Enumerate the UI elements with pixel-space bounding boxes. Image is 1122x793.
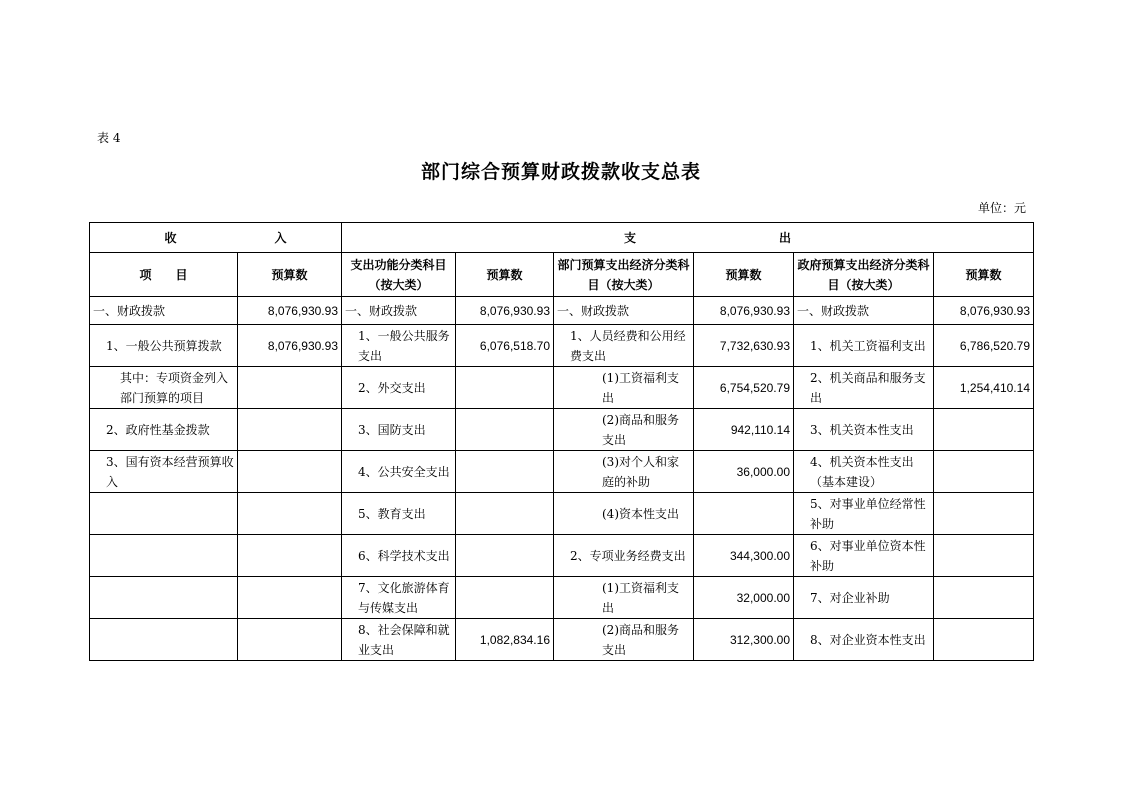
dept-econ-budget: 36,000.00	[694, 451, 794, 493]
income-header-char-1: 收	[164, 230, 177, 245]
dept-econ-item: (1)工资福利支出	[554, 577, 694, 619]
income-item	[90, 619, 238, 661]
table-row	[90, 577, 1034, 619]
table-row	[90, 367, 1034, 409]
income-item	[90, 493, 238, 535]
income-item: 3、国有资本经营预算收入	[90, 451, 238, 493]
income-budget	[238, 367, 342, 409]
gov-econ-budget	[934, 535, 1034, 577]
col-header-budget-4: 预算数	[934, 253, 1034, 297]
income-item: 一、财政拨款	[90, 297, 238, 325]
income-item	[90, 577, 238, 619]
section-header-row	[90, 223, 1034, 253]
column-header-row	[90, 253, 1034, 297]
unit-label: 单位：元	[977, 201, 1026, 215]
income-item: 1、一般公共预算拨款	[90, 325, 238, 367]
income-item: 2、政府性基金拨款	[90, 409, 238, 451]
income-budget: 8,076,930.93	[238, 297, 342, 325]
func-class-budget	[456, 535, 554, 577]
table-row	[90, 409, 1034, 451]
func-class-budget: 6,076,518.70	[456, 325, 554, 367]
gov-econ-budget: 8,076,930.93	[934, 297, 1034, 325]
dept-econ-item: 1、人员经费和公用经费支出	[554, 325, 694, 367]
col-header-gov-econ: 政府预算支出经济分类科目（按大类）	[794, 253, 934, 297]
income-budget	[238, 451, 342, 493]
table-row	[90, 297, 1034, 325]
col-header-dept-econ: 部门预算支出经济分类科目（按大类）	[554, 253, 694, 297]
func-class-item: 1、一般公共服务支出	[342, 325, 456, 367]
dept-econ-budget: 344,300.00	[694, 535, 794, 577]
income-budget	[238, 409, 342, 451]
func-class-budget	[456, 367, 554, 409]
col-header-budget-3: 预算数	[694, 253, 794, 297]
gov-econ-budget: 1,254,410.14	[934, 367, 1034, 409]
dept-econ-budget: 8,076,930.93	[694, 297, 794, 325]
gov-econ-item: 7、对企业补助	[794, 577, 934, 619]
dept-econ-budget: 312,300.00	[694, 619, 794, 661]
income-budget	[238, 619, 342, 661]
gov-econ-item: 5、对事业单位经常性补助	[794, 493, 934, 535]
dept-econ-item: (3)对个人和家庭的补助	[554, 451, 694, 493]
income-budget	[238, 577, 342, 619]
func-class-budget	[456, 493, 554, 535]
col-header-budget-1: 预算数	[238, 253, 342, 297]
income-header-char-2: 入	[274, 230, 287, 245]
dept-econ-budget: 32,000.00	[694, 577, 794, 619]
gov-econ-budget	[934, 451, 1034, 493]
income-item: 其中：专项资金列入部门预算的项目	[90, 367, 238, 409]
gov-econ-budget	[934, 409, 1034, 451]
table-row	[90, 493, 1034, 535]
gov-econ-item: 4、机关资本性支出（基本建设）	[794, 451, 934, 493]
col-header-item: 项 目	[90, 253, 238, 297]
dept-econ-item: 一、财政拨款	[554, 297, 694, 325]
gov-econ-budget	[934, 577, 1034, 619]
income-budget	[238, 493, 342, 535]
gov-econ-item: 3、机关资本性支出	[794, 409, 934, 451]
gov-econ-item: 2、机关商品和服务支出	[794, 367, 934, 409]
gov-econ-item: 1、机关工资福利支出	[794, 325, 934, 367]
dept-econ-item: (2)商品和服务支出	[554, 409, 694, 451]
expense-header-char-2: 出	[778, 230, 791, 245]
table-row	[90, 325, 1034, 367]
table-row	[90, 451, 1034, 493]
dept-econ-budget: 6,754,520.79	[694, 367, 794, 409]
income-item	[90, 535, 238, 577]
func-class-item: 7、文化旅游体育与传媒支出	[342, 577, 456, 619]
dept-econ-budget	[694, 493, 794, 535]
dept-econ-item: (4)资本性支出	[554, 493, 694, 535]
col-header-budget-2: 预算数	[456, 253, 554, 297]
func-class-item: 一、财政拨款	[342, 297, 456, 325]
func-class-item: 3、国防支出	[342, 409, 456, 451]
income-section-header	[90, 223, 342, 253]
func-class-item: 5、教育支出	[342, 493, 456, 535]
dept-econ-item: (2)商品和服务支出	[554, 619, 694, 661]
table-number: 表 4	[97, 131, 121, 145]
dept-econ-item: 2、专项业务经费支出	[554, 535, 694, 577]
func-class-budget	[456, 409, 554, 451]
gov-econ-item: 6、对事业单位资本性补助	[794, 535, 934, 577]
func-class-budget: 8,076,930.93	[456, 297, 554, 325]
table-row	[90, 619, 1034, 661]
func-class-budget: 1,082,834.16	[456, 619, 554, 661]
func-class-budget	[456, 451, 554, 493]
income-budget: 8,076,930.93	[238, 325, 342, 367]
dept-econ-budget: 7,732,630.93	[694, 325, 794, 367]
gov-econ-item: 8、对企业资本性支出	[794, 619, 934, 661]
gov-econ-budget	[934, 619, 1034, 661]
budget-table	[89, 222, 1034, 661]
page-title: 部门综合预算财政拨款收支总表	[420, 161, 701, 183]
income-budget	[238, 535, 342, 577]
table-row	[90, 535, 1034, 577]
expense-header-char-1: 支	[623, 230, 636, 245]
gov-econ-item: 一、财政拨款	[794, 297, 934, 325]
expense-section-header	[342, 223, 1034, 253]
func-class-item: 2、外交支出	[342, 367, 456, 409]
gov-econ-budget	[934, 493, 1034, 535]
dept-econ-item: (1)工资福利支出	[554, 367, 694, 409]
dept-econ-budget: 942,110.14	[694, 409, 794, 451]
func-class-item: 6、科学技术支出	[342, 535, 456, 577]
func-class-budget	[456, 577, 554, 619]
col-header-func-class: 支出功能分类科目（按大类）	[342, 253, 456, 297]
func-class-item: 4、公共安全支出	[342, 451, 456, 493]
func-class-item: 8、社会保障和就业支出	[342, 619, 456, 661]
gov-econ-budget: 6,786,520.79	[934, 325, 1034, 367]
